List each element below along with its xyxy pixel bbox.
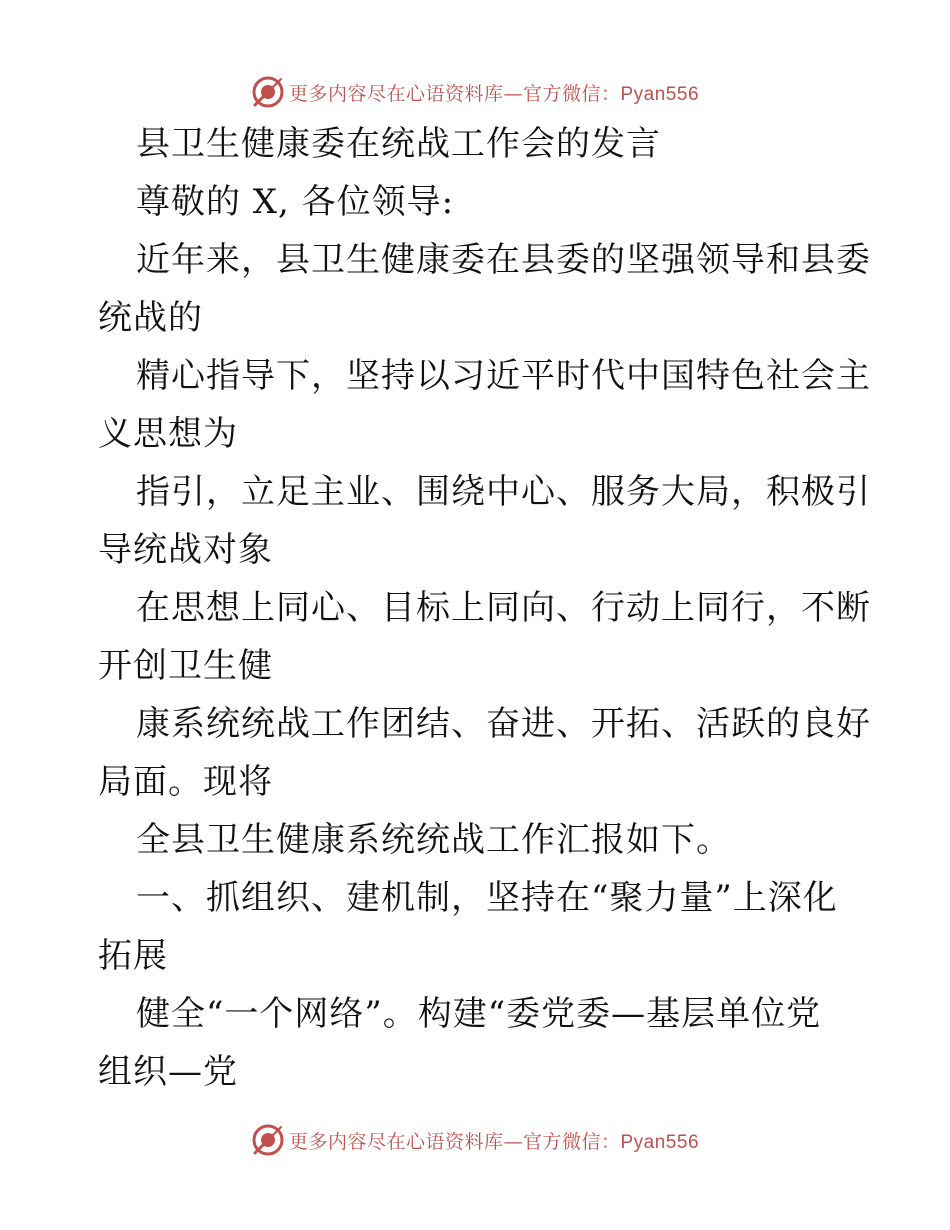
section-heading: 一、抓组织、建机制，坚持在“聚力量”上深化 — [136, 878, 838, 918]
document-title: 县卫生健康委在统战工作会的发言 — [136, 124, 661, 164]
paragraph-line: 局面。现将 — [98, 762, 273, 802]
salutation: 尊敬的 X, 各位领导: — [136, 182, 455, 222]
paragraph-line: 义思想为 — [98, 414, 238, 454]
watermark-text: 更多内容尽在心语资料库—官方微信：Pyan556 — [288, 1130, 700, 1153]
paragraph-line: 开创卫生健 — [98, 646, 273, 686]
pen-seal-icon — [251, 1123, 285, 1157]
paragraph-line: 在思想上同心、目标上同向、行动上同行，不断 — [136, 588, 871, 628]
paragraph-line: 指引，立足主业、围绕中心、服务大局，积极引 — [136, 472, 871, 512]
section-heading: 拓展 — [98, 936, 168, 976]
footer-watermark — [0, 1120, 950, 1160]
paragraph-line: 精心指导下，坚持以习近平时代中国特色社会主 — [136, 356, 871, 396]
header-watermark — [0, 72, 950, 112]
paragraph-line: 近年来，县卫生健康委在县委的坚强领导和县委 — [136, 240, 871, 280]
paragraph-line: 导统战对象 — [98, 530, 273, 570]
watermark-text: 更多内容尽在心语资料库—官方微信：Pyan556 — [288, 82, 700, 105]
document-body — [98, 115, 871, 1101]
paragraph-line: 统战的 — [98, 298, 203, 338]
paragraph-line: 全县卫生健康系统统战工作汇报如下。 — [136, 820, 731, 860]
paragraph-line: 组织—党 — [98, 1052, 238, 1092]
paragraph-line: 健全“一个网络”。构建“委党委—基层单位党 — [136, 994, 822, 1034]
paragraph-line: 康系统统战工作团结、奋进、开拓、活跃的良好 — [136, 704, 871, 744]
pen-seal-icon — [251, 75, 285, 109]
